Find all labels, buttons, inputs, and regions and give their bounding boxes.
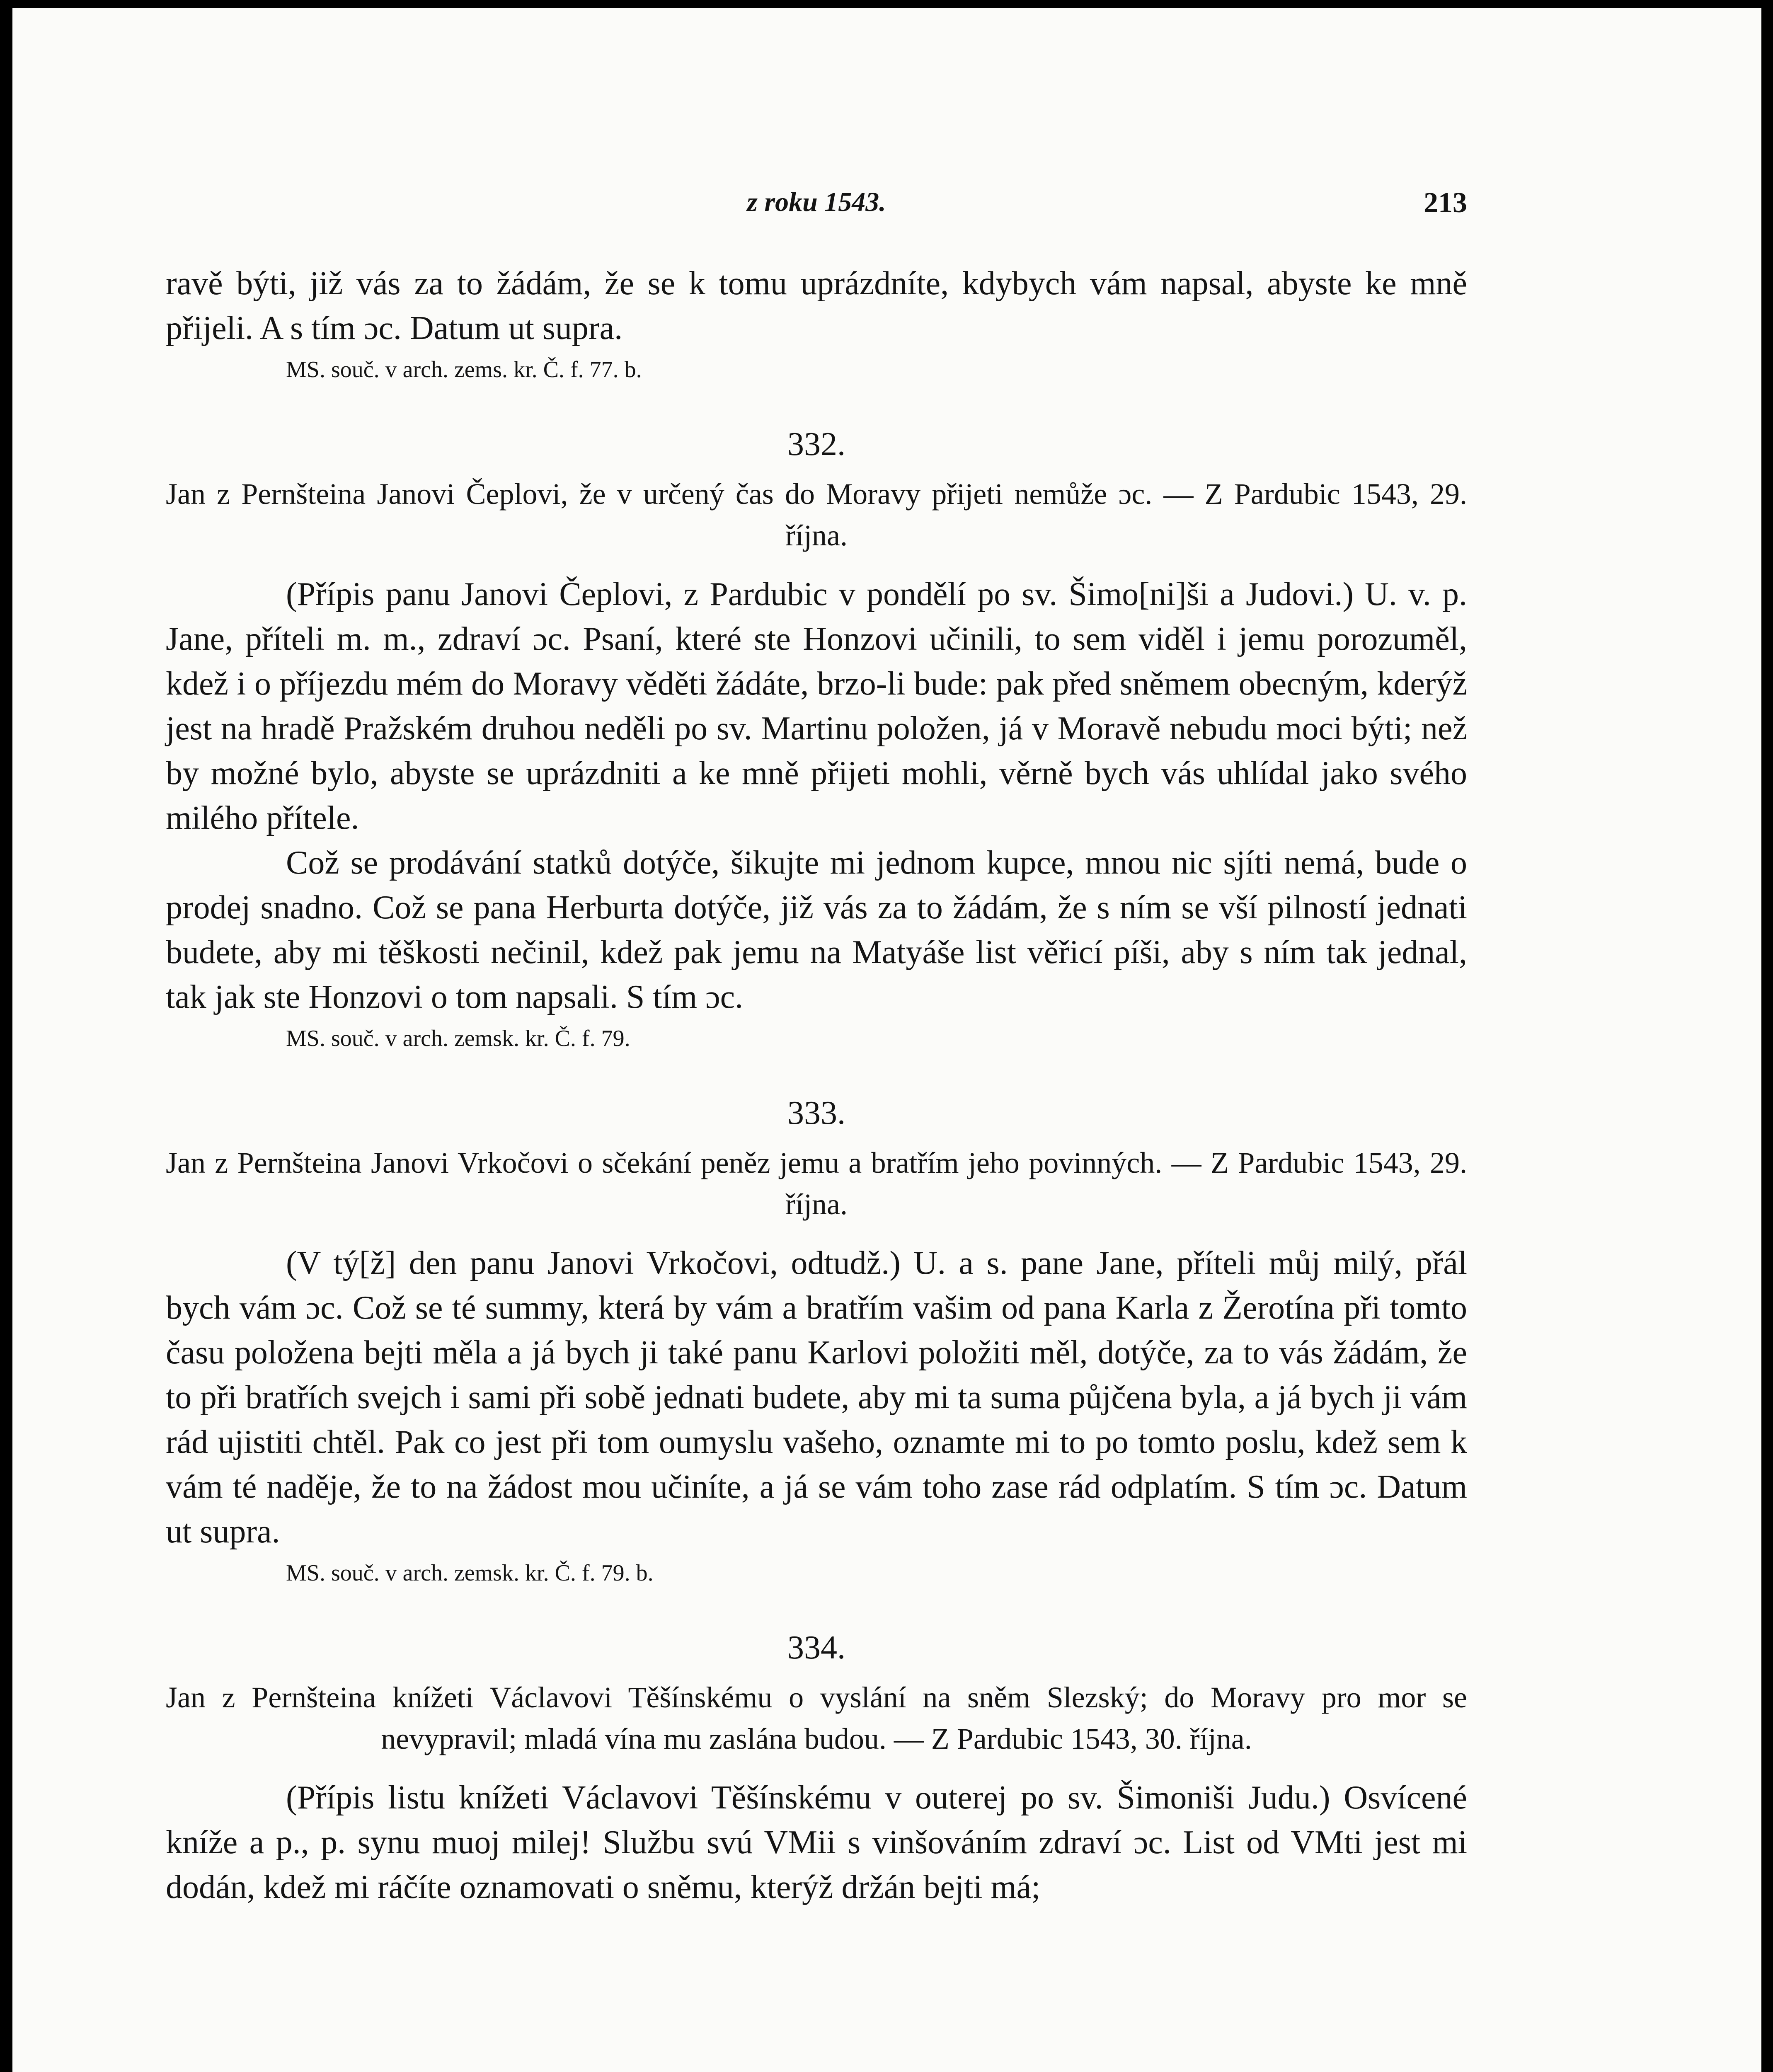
document-number: 333. xyxy=(787,1095,845,1131)
running-title: z roku 1543. xyxy=(747,187,886,217)
document-number: 334. xyxy=(787,1629,845,1666)
document-number: 332. xyxy=(787,426,845,462)
document-paragraph: (V tý[ž] den panu Janovi Vrkočovi, odtudž.) U. a s. pane Jane, příteli můj milý, přál bych vám ɔc. Což se té summy, která by vám a bratřím vašim od pana Karla z Žerotína při tomto času položena bejti měla a já bych ji také panu Karlovi položiti měl, dotýče, za to vás žádám, že to při bratřích svejch i sami při sobě jednati budete, aby mi ta suma půjčena byla, a já bych ji vám rád ujistiti chtěl. Pak co jest při tom oumyslu vašeho, oznamte mi to po tomto poslu, kdež sem k vám té naděje, že to na žádost mou učiníte, a já se vám toho zase rád odplatím. S tím ɔc. Datum ut supra. xyxy=(166,1245,1467,1550)
document-regest: Jan z Pernšteina Janovi Vrkočovi o sčekání peněz jemu a bratřím jeho povinných. — Z Pardubic 1543, 29. října. xyxy=(166,1146,1467,1221)
document-regest: Jan z Pernšteina Janovi Čeplovi, že v určený čas do Moravy přijeti nemůže ɔc. — Z Pardubic 1543, 29. října. xyxy=(166,477,1467,552)
document-paragraph: Což se prodávání statků dotýče, šikujte mi jednom kupce, mnou nic sjíti nemá, bude o prodej snadno. Což se pana Herburta dotýče, již vás za to žádám, že s ním se vší pilností jednati budete, aby mi těškosti nečinil, kdež pak jemu na Matyáše list věřicí píši, aby s ním tak jednal, tak jak ste Honzovi o tom napsali. S tím ɔc. xyxy=(166,845,1467,1015)
source-note: MS. souč. v arch. zemsk. kr. Č. f. 79. b. xyxy=(286,1560,654,1586)
page-header xyxy=(166,186,1467,244)
page-content xyxy=(166,261,1467,1910)
continuation-text: ravě býti, již vás za to žádám, že se k tomu uprázdníte, kdybych vám napsal, abyste ke mně přijeli. A s tím ɔc. Datum ut supra. xyxy=(166,265,1467,346)
source-note: MS. souč. v arch. zems. kr. Č. f. 77. b. xyxy=(286,357,642,382)
source-note: MS. souč. v arch. zemsk. kr. Č. f. 79. xyxy=(286,1026,630,1051)
document-regest: Jan z Pernšteina knížeti Václavovi Těšínskému o vyslání na sněm Slezský; do Moravy pro mor se nevypravil; mladá vína mu zaslána budou. — Z Pardubic 1543, 30. října. xyxy=(166,1681,1467,1755)
document-paragraph: (Přípis listu knížeti Václavovi Těšínskému v outerej po sv. Šimoniši Judu.) Osvícené kníže a p., p. synu muoj milej! Službu svú VMii s vinšováním zdraví ɔc. List od VMti jest mi dodán, kdež mi ráčíte oznamovati o sněmu, kterýž držán bejti má; xyxy=(166,1779,1467,1905)
page-number: 213 xyxy=(1424,187,1467,219)
document-paragraph: (Přípis panu Janovi Čeplovi, z Pardubic v pondělí po sv. Šimo[ni]ši a Judovi.) U. v. p. Jane, příteli m. m., zdraví ɔc. Psaní, které ste Honzovi učinili, to sem viděl i jemu porozuměl, kdež i o příjezdu mém do Moravy věděti žádáte, brzo-li bude: pak před sněmem obecným, kderýž jest na hradě Pražském druhou neděli po sv. Martinu položen, já v Moravě nebudu moci býti; než by možné bylo, abyste se uprázdniti a ke mně přijeti mohli, věrně bych vás uhlídal jako svého milého přítele. xyxy=(166,576,1467,836)
book-page xyxy=(12,8,1761,2072)
